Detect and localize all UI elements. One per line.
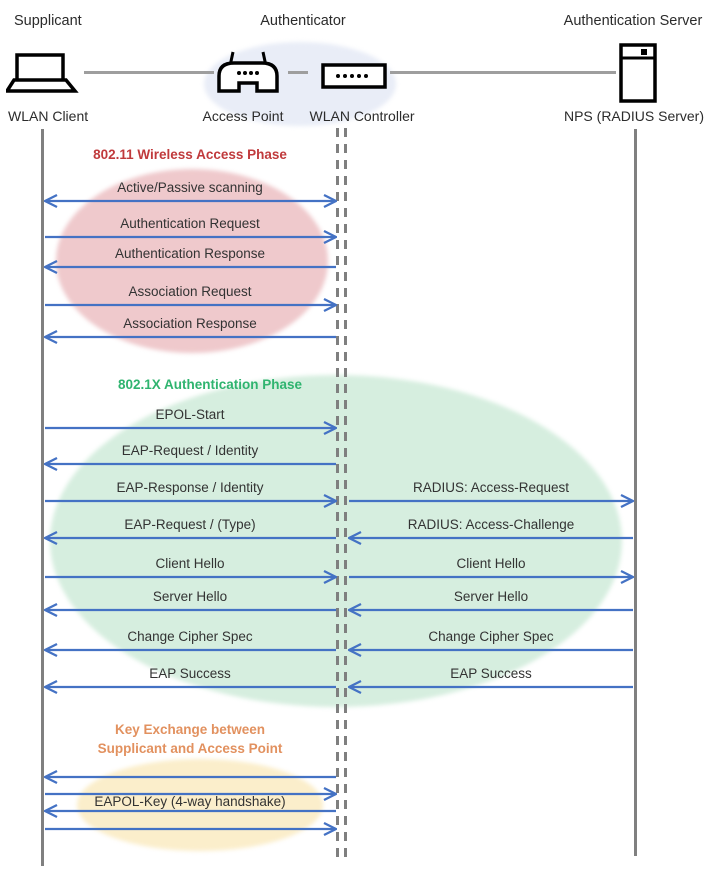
message-label: EAP Success (450, 666, 532, 681)
device-label-wlan-controller: WLAN Controller (309, 108, 415, 124)
message-arrow (44, 803, 337, 819)
message-arrow (44, 456, 337, 472)
message-label: Change Cipher Spec (127, 629, 253, 644)
message-arrow (348, 679, 634, 695)
connector-line (288, 71, 308, 74)
phase1-title: 802.11 Wireless Access Phase (93, 147, 287, 162)
wlan-controller-icon (320, 61, 388, 91)
message-label: EAP-Request / Identity (121, 443, 259, 458)
message-label: EAPOL-Key (4-way handshake) (94, 794, 286, 809)
message-label: Change Cipher Spec (428, 629, 554, 644)
message-arrow (44, 229, 337, 245)
connector-line (390, 71, 616, 74)
message-label: Association Request (128, 284, 252, 299)
message-arrow (44, 193, 337, 209)
message-label: EAP Success (149, 666, 231, 681)
message-arrow (44, 642, 337, 658)
message-arrow (44, 420, 337, 436)
message-arrow (44, 530, 337, 546)
device-label-nps-radius-server: NPS (RADIUS Server) (563, 108, 705, 124)
phase3-title-line2: Supplicant and Access Point (97, 741, 283, 756)
access-point-icon (216, 48, 280, 94)
message-label: Client Hello (155, 556, 225, 571)
role-label-authentication-server: Authentication Server (563, 13, 703, 29)
role-label-supplicant: Supplicant (14, 13, 82, 29)
role-label-authenticator: Authenticator (260, 13, 346, 29)
message-label: EPOL-Start (155, 407, 225, 422)
message-arrow (44, 493, 337, 509)
message-label: EAP-Request / (Type) (124, 517, 256, 532)
message-label: Active/Passive scanning (117, 180, 263, 195)
connector-line (84, 71, 214, 74)
message-label: RADIUS: Access-Request (412, 480, 570, 495)
message-arrow (348, 530, 634, 546)
server-icon (617, 41, 659, 105)
message-arrow (44, 259, 337, 275)
message-arrow (44, 821, 337, 837)
message-label: Association Response (123, 316, 257, 331)
message-arrow (44, 679, 337, 695)
message-label: Client Hello (456, 556, 526, 571)
message-label: Server Hello (453, 589, 529, 604)
phase3-title-line1: Key Exchange between (114, 722, 266, 737)
message-label: RADIUS: Access-Challenge (407, 517, 575, 532)
device-label-wlan-client: WLAN Client (8, 108, 89, 124)
phase2-title: 802.1X Authentication Phase (117, 377, 303, 392)
message-arrow (348, 493, 634, 509)
laptop-icon (6, 50, 86, 96)
message-label: Server Hello (152, 589, 228, 604)
message-arrow (44, 297, 337, 313)
message-arrow (44, 329, 337, 345)
message-label: Authentication Request (120, 216, 260, 231)
message-arrow (44, 769, 337, 785)
message-arrow (348, 602, 634, 618)
message-arrow (44, 602, 337, 618)
message-label: Authentication Response (114, 246, 266, 261)
message-arrow (348, 642, 634, 658)
message-arrow (348, 569, 634, 585)
message-arrow (44, 569, 337, 585)
device-label-access-point: Access Point (202, 108, 284, 124)
message-label: EAP-Response / Identity (116, 480, 264, 495)
